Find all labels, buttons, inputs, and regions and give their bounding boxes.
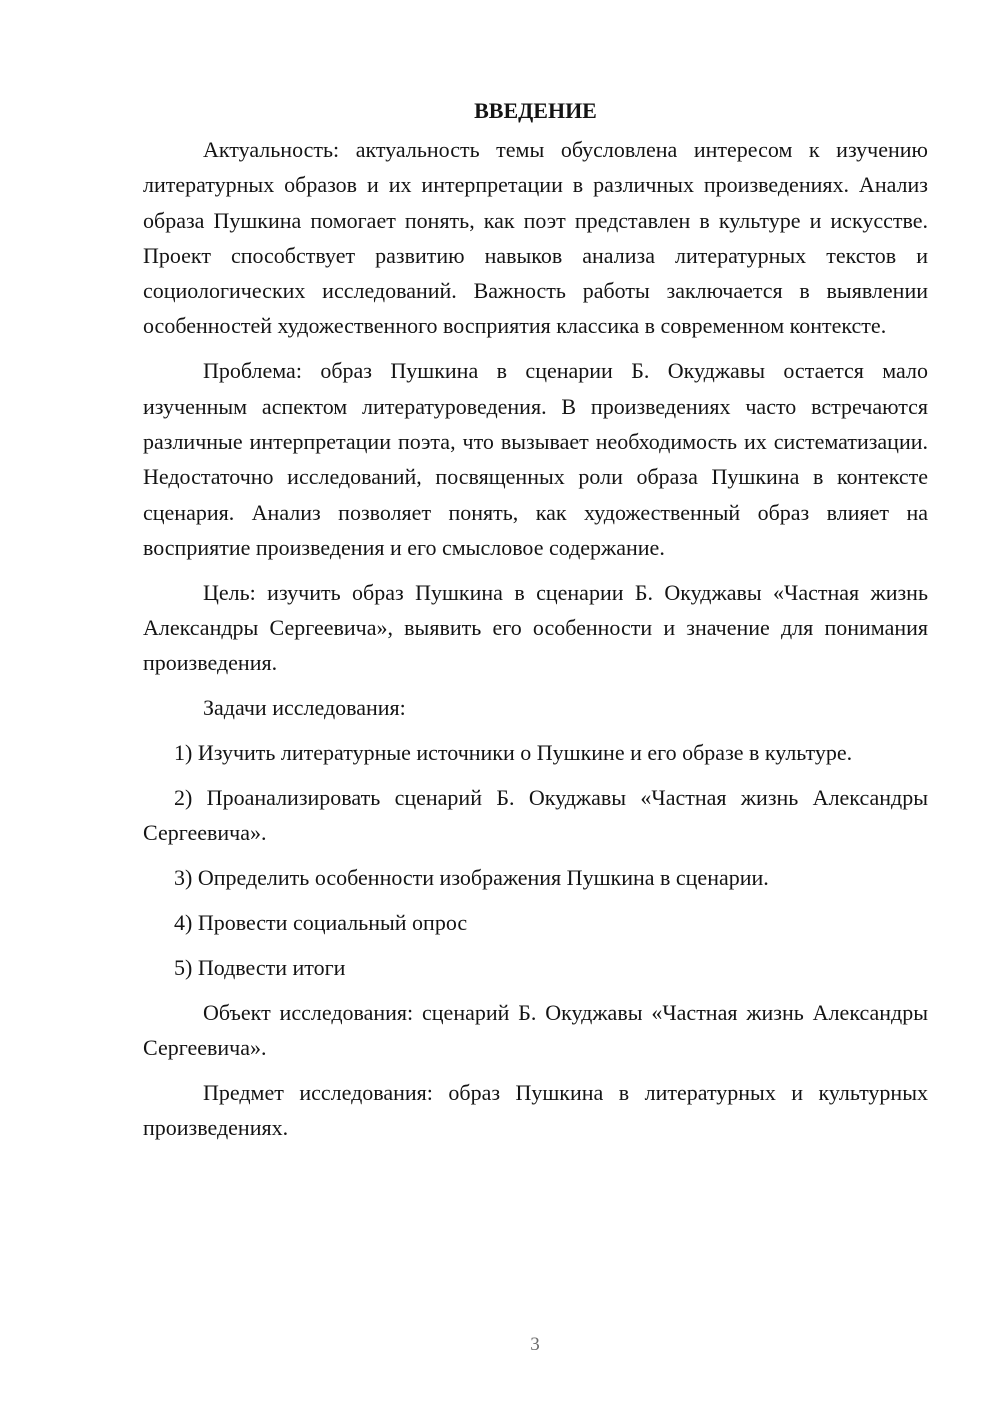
object-paragraph: Объект исследования: сценарий Б. Окуджавы «Частная жизнь Александры Сергеевича». [143,999,928,1061]
task-item-3: 3) Определить особенности изображения Пушкина в сценарии. [174,865,769,891]
task-item-4: 4) Провести социальный опрос [174,910,468,936]
task-item-1: 1) Изучить литературные источники о Пушкине и его образе в культуре. [174,740,853,766]
subject-paragraph: Предмет исследования: образ Пушкина в литературных и культурных произведениях. [143,1080,928,1141]
page-title: ВВЕДЕНИЕ [474,98,597,123]
problem-paragraph: Проблема: образ Пушкина в сценарии Б. Окуджавы остается мало изученным аспектом литературоведения. В произведениях часто встречаются различные интерпретации поэта, что вызывает необходимость их систематизации. Недостаточно исследований, посвященных роли образа Пушкина в контексте сценария. Анализ позволяет понять, как художественный образ влияет на восприятие произведения и его смысловое содержание. [143,358,928,560]
page-number: 3 [530,1334,540,1355]
relevance-paragraph: Актуальность: актуальность темы обусловлена интересом к изучению литературных образов и их интерпретации в различных произведениях. Анализ образа Пушкина помогает понять, как поэт представлен в культуре и искусстве. Проект способствует развитию навыков анализа литературных текстов и социологических исследований. Важность работы заключается в выявлении особенностей художественного восприятия классика в современном контексте. [143,137,928,339]
goal-paragraph: Цель: изучить образ Пушкина в сценарии Б. Окуджавы «Частная жизнь Александры Сергеевича», выявить его особенности и значение для понимания произведения. [143,579,928,676]
tasks-heading: Задачи исследования: [203,695,406,721]
task-item-5: 5) Подвести итоги [174,954,346,980]
document-page [143,93,928,1146]
task-item-2: 2) Проанализировать сценарий Б. Окуджавы «Частная жизнь Александры Сергеевича». [143,785,928,846]
